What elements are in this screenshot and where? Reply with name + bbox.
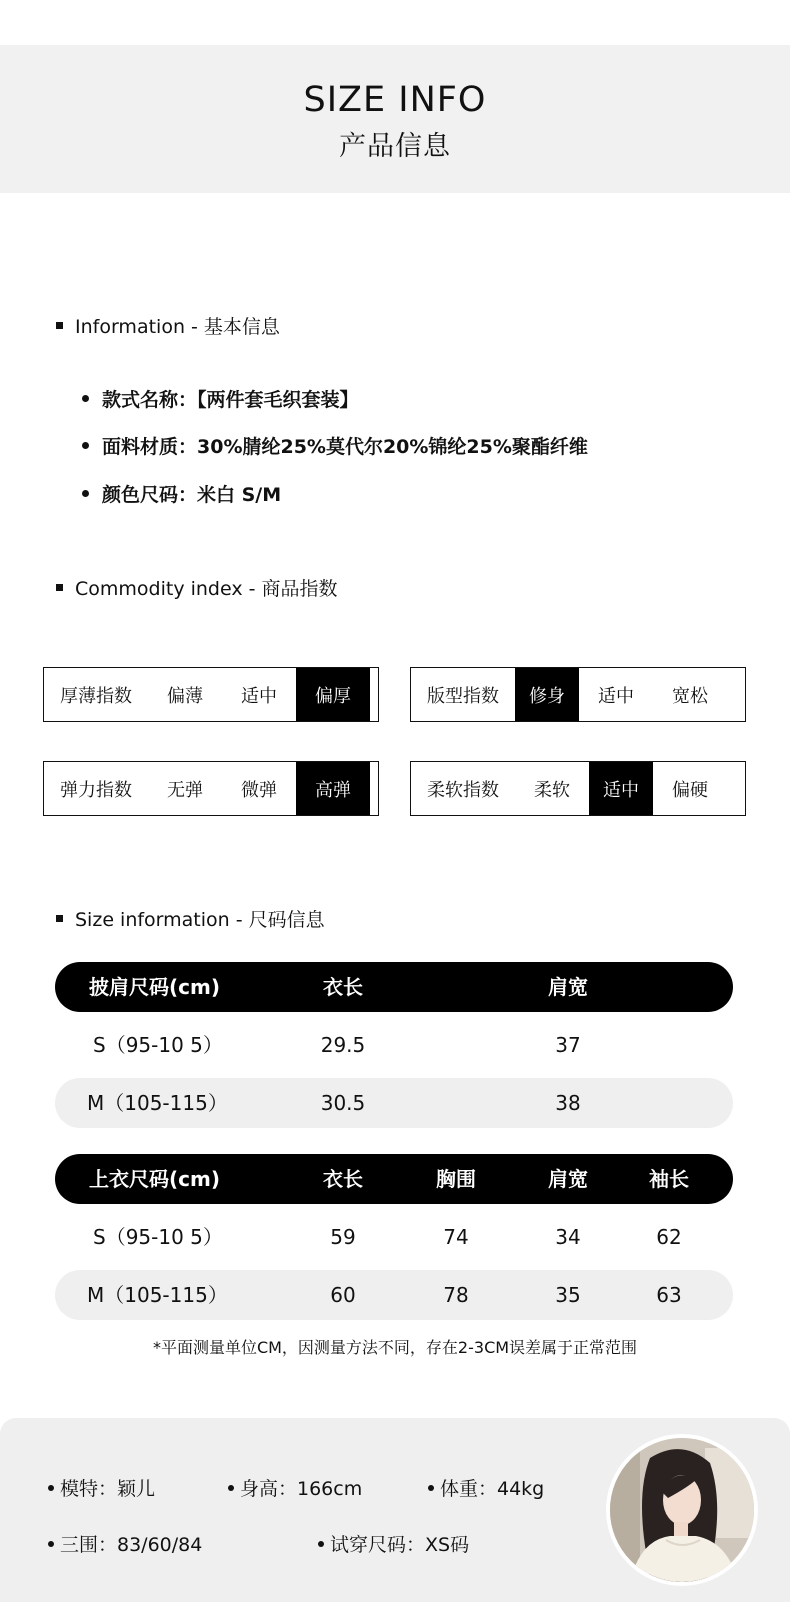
model-try-size-text: 试穿尺码：XS码 (330, 1534, 470, 1556)
index-option: 宽松 (672, 685, 708, 707)
model-name-text: 模特：颖儿 (60, 1478, 156, 1500)
info-item-color-size: 颜色尺码：米白 S/M (102, 484, 282, 506)
dot-bullet-icon (228, 1485, 234, 1491)
commodity-heading-text: Commodity index - 商品指数 (75, 578, 338, 600)
info-item-fabric: 面料材质：30%腈纶25%莫代尔20%锦纶25%聚酯纤维 (102, 436, 588, 458)
index-option: 偏硬 (672, 779, 708, 801)
index-elasticity (43, 761, 379, 816)
table-cell-size: M（105-115） (87, 1091, 228, 1115)
index-thickness (43, 667, 379, 722)
model-photo-avatar (606, 1434, 758, 1586)
model-measurements-text: 三围：83/60/84 (60, 1534, 203, 1556)
measurement-note: *平面测量单位CM，因测量方法不同，存在2-3CM误差属于正常范围 (152, 1338, 638, 1357)
table-cell: 29.5 (320, 1033, 366, 1057)
page-subtitle: 产品信息 (339, 131, 451, 162)
information-heading-text: Information - 基本信息 (75, 316, 280, 338)
table-cell: 34 (555, 1225, 581, 1249)
table-cell: 78 (443, 1283, 469, 1307)
table-cell-size: S（95-10 5） (93, 1225, 223, 1249)
info-item (82, 480, 281, 507)
index-option-selected: 修身 (515, 668, 579, 721)
table-cell: 38 (555, 1091, 581, 1115)
model-measurements (48, 1530, 202, 1557)
table-cell: 30.5 (320, 1091, 366, 1115)
model-height-text: 身高：166cm (240, 1478, 363, 1500)
dot-bullet-icon (318, 1541, 324, 1547)
index-option: 适中 (598, 685, 634, 707)
index-option-selected: 偏厚 (296, 668, 370, 721)
table-header-cell: 衣长 (323, 1167, 363, 1191)
index-label: 厚薄指数 (60, 685, 132, 707)
index-softness (410, 761, 746, 816)
commodity-heading (56, 574, 338, 601)
top-table-header (55, 1154, 733, 1204)
dot-bullet-icon (48, 1541, 54, 1547)
table-cell-size: M（105-115） (87, 1283, 228, 1307)
square-bullet-icon (56, 584, 63, 591)
info-item (82, 385, 359, 412)
model-weight (428, 1474, 544, 1501)
dot-bullet-icon (428, 1485, 434, 1491)
index-option: 适中 (241, 685, 277, 707)
model-weight-text: 体重：44kg (440, 1478, 545, 1500)
table-header-cell: 袖长 (649, 1167, 689, 1191)
model-try-size (318, 1530, 469, 1557)
table-header-cell: 肩宽 (548, 975, 588, 999)
index-option: 柔软 (534, 779, 570, 801)
information-heading (56, 312, 280, 339)
index-option-selected: 适中 (589, 762, 653, 815)
table-header-cell: 披肩尺码(cm) (89, 975, 220, 999)
square-bullet-icon (56, 322, 63, 329)
table-cell: 35 (555, 1283, 581, 1307)
index-option-selected: 高弹 (296, 762, 370, 815)
table-cell: 74 (443, 1225, 469, 1249)
index-label: 柔软指数 (427, 779, 499, 801)
table-header-cell: 上衣尺码(cm) (89, 1167, 220, 1191)
info-item (82, 432, 588, 459)
table-cell: 62 (656, 1225, 682, 1249)
dot-bullet-icon (48, 1485, 54, 1491)
table-header-cell: 肩宽 (548, 1167, 588, 1191)
model-portrait-icon (610, 1438, 754, 1582)
index-label: 弹力指数 (60, 779, 132, 801)
table-row (55, 1020, 733, 1070)
page-title: SIZE INFO (303, 80, 487, 120)
dot-bullet-icon (82, 395, 89, 402)
index-label: 版型指数 (427, 685, 499, 707)
dot-bullet-icon (82, 442, 89, 449)
index-option: 偏薄 (167, 685, 203, 707)
table-cell: 60 (330, 1283, 356, 1307)
table-cell: 59 (330, 1225, 356, 1249)
index-fit (410, 667, 746, 722)
table-row (55, 1212, 733, 1262)
table-header-cell: 胸围 (436, 1167, 476, 1191)
size-info-heading-text: Size information - 尺码信息 (75, 909, 325, 931)
model-name (48, 1474, 155, 1501)
index-option: 微弹 (241, 779, 277, 801)
table-header-cell: 衣长 (323, 975, 363, 999)
model-height (228, 1474, 362, 1501)
info-item-style: 款式名称：【两件套毛织套装】 (102, 389, 359, 411)
table-row (55, 1270, 733, 1320)
square-bullet-icon (56, 915, 63, 922)
table-row (55, 1078, 733, 1128)
size-info-heading (56, 905, 325, 932)
shawl-table-header (55, 962, 733, 1012)
dot-bullet-icon (82, 490, 89, 497)
table-cell-size: S（95-10 5） (93, 1033, 223, 1057)
table-cell: 63 (656, 1283, 682, 1307)
index-option: 无弹 (167, 779, 203, 801)
table-cell: 37 (555, 1033, 581, 1057)
